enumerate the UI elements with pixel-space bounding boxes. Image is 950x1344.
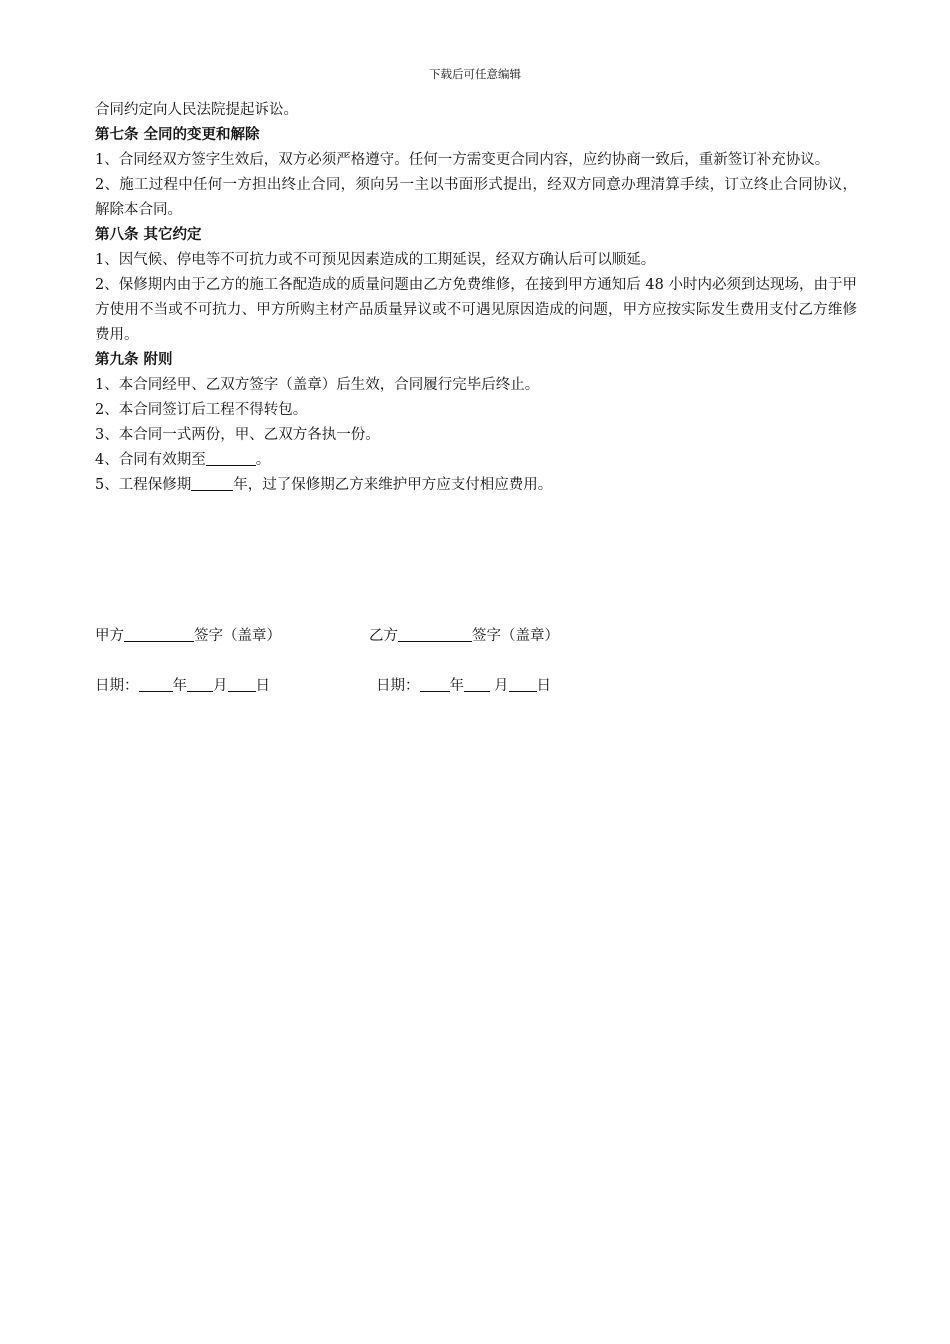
intro-line: 合同约定向人民法院提起诉讼。 bbox=[95, 102, 298, 118]
party-a-sign-label: 签字（盖章） bbox=[194, 628, 281, 644]
date-b-day: 日 bbox=[536, 678, 551, 694]
party-b-sign-blank[interactable] bbox=[398, 626, 472, 642]
article9-item-2: 2、本合同签订后工程不得转包。 bbox=[95, 402, 308, 418]
date-b-year: 年 bbox=[449, 678, 464, 694]
warranty-years-blank[interactable] bbox=[191, 475, 233, 491]
article9-item-1: 1、本合同经甲、乙双方签字（盖章）后生效，合同履行完毕后终止。 bbox=[95, 377, 540, 393]
item5-suffix: 年，过了保修期乙方来维护甲方应支付相应费用。 bbox=[233, 477, 553, 493]
article7-item-2: 2、施工过程中任何一方担出终止合同，须向另一主以书面形式提出，经双方同意办理清算手续，订立终止合同协议，解除本合同。 bbox=[95, 177, 857, 218]
party-a-sign-blank[interactable] bbox=[124, 626, 194, 642]
date-b-year-blank[interactable] bbox=[420, 676, 450, 692]
article8-title: 第八条 其它约定 bbox=[95, 227, 202, 243]
article9-item-4 bbox=[95, 448, 857, 473]
item4-suffix: 。 bbox=[255, 452, 271, 468]
article7-title: 第七条 全同的变更和解除 bbox=[95, 127, 260, 143]
date-a-day: 日 bbox=[255, 678, 270, 694]
date-a-day-blank[interactable] bbox=[228, 676, 256, 692]
article8-item-1: 1、因气候、停电等不可抗力或不可预见因素造成的工期延误，经双方确认后可以顺延。 bbox=[95, 252, 656, 268]
date-a-label: 日期： bbox=[95, 678, 139, 694]
item4-prefix: 4、合同有效期至 bbox=[95, 452, 206, 468]
article9-item-5 bbox=[95, 473, 857, 498]
item5-prefix: 5、工程保修期 bbox=[95, 477, 192, 493]
party-b-label: 乙方 bbox=[369, 628, 398, 644]
date-b-label: 日期： bbox=[376, 678, 420, 694]
date-b-day-blank[interactable] bbox=[509, 676, 537, 692]
validity-blank[interactable] bbox=[206, 450, 256, 466]
date-a-year: 年 bbox=[172, 678, 187, 694]
date-a-month: 月 bbox=[213, 678, 228, 694]
page-header: 下载后可任意编辑 bbox=[429, 67, 521, 81]
article9-title: 第九条 附则 bbox=[95, 352, 173, 368]
date-row bbox=[95, 674, 551, 695]
date-a-month-blank[interactable] bbox=[187, 676, 213, 692]
article8-item-2: 2、保修期内由于乙方的施工各配造成的质量问题由乙方免费维修，在接到甲方通知后 48 小时内必须到达现场，由于甲方使用不当或不可抗力、甲方所购主材产品质量异议或不可遇见原因造成的问题，甲方应按实际发生费用支付乙方维修费用。 bbox=[95, 277, 857, 343]
party-a-label: 甲方 bbox=[95, 628, 124, 644]
article7-item-1: 1、合同经双方签字生效后，双方必须严格遵守。任何一方需变更合同内容，应约协商一致后，重新签订补充协议。 bbox=[95, 152, 830, 168]
date-b-month-blank[interactable] bbox=[464, 676, 490, 692]
date-a-year-blank[interactable] bbox=[139, 676, 173, 692]
article9-item-3: 3、本合同一式两份，甲、乙双方各执一份。 bbox=[95, 427, 380, 443]
party-b-sign-label: 签字（盖章） bbox=[472, 628, 559, 644]
signature-row bbox=[95, 624, 559, 645]
date-b-month: 月 bbox=[494, 678, 509, 694]
contract-body bbox=[95, 98, 857, 498]
